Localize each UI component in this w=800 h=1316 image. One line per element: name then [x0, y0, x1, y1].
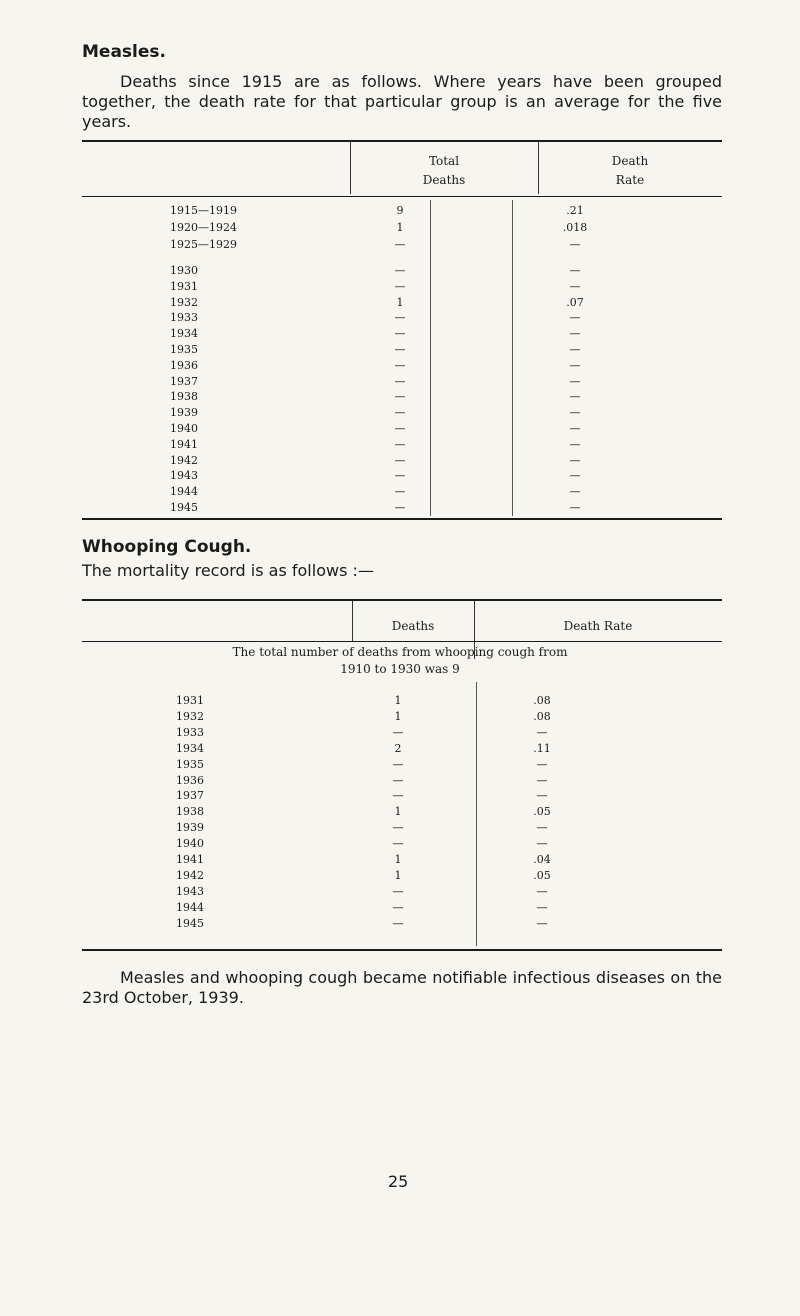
measles-year-cell: 1939 [170, 406, 198, 420]
whooping-header-deaths: Deaths [391, 619, 435, 633]
measles-rate-cell: — [569, 358, 581, 372]
measles-rate-cell: — [569, 374, 581, 388]
whooping-year-cell: 1935 [176, 757, 204, 771]
whooping-year-cell: 1934 [176, 741, 204, 755]
measles-deaths-cell: — [394, 422, 406, 435]
whooping-rate-cell: — [536, 757, 548, 771]
measles-deaths-cell: — [394, 406, 406, 420]
whooping-table-bottom-rule [82, 949, 722, 951]
measles-year-cell: 1930 [170, 264, 198, 277]
measles-deaths-cell: — [394, 358, 406, 372]
whooping-deaths-cell: — [392, 725, 404, 739]
whooping-deaths-cell: 1 [394, 853, 402, 866]
whooping-note-line-2: 1910 to 1930 was 9 [340, 662, 460, 676]
whooping-deaths-cell: — [392, 789, 404, 803]
measles-year-cell: 1925—1929 [170, 238, 237, 251]
measles-year-cell: 1931 [170, 279, 198, 293]
measles-deaths-cell: — [394, 374, 406, 388]
whooping-year-cell: 1933 [176, 725, 204, 739]
measles-table-top-rule [82, 140, 722, 142]
measles-rate-cell: — [569, 343, 581, 356]
measles-deaths-cell: — [394, 469, 406, 483]
measles-rate-cell: — [569, 264, 581, 277]
measles-rate-cell: .018 [562, 221, 588, 234]
whooping-rate-cell: — [536, 789, 548, 803]
whooping-year-cell: 1943 [176, 884, 204, 898]
notifiable-note: Measles and whooping cough became notifiable infectious diseases on the 23rd October, 1939. [82, 968, 722, 1007]
whooping-note-line-1: The total number of deaths from whooping cough from [232, 645, 568, 659]
measles-table-bottom-rule [82, 518, 722, 520]
measles-intro: Deaths since 1915 are as follows. Where years have been grouped together, the death rate for that particular group is an average for the five years. [82, 72, 722, 131]
measles-body-divider-2 [512, 200, 513, 516]
measles-year-cell: 1932 [170, 295, 198, 309]
whooping-header-death-rate: Death Rate [563, 619, 633, 633]
whooping-rate-cell: .11 [533, 741, 551, 755]
measles-rate-cell: — [569, 238, 581, 251]
measles-year-cell: 1945 [170, 501, 198, 514]
whooping-rate-cell: — [536, 837, 548, 851]
measles-year-cell: 1944 [170, 485, 198, 499]
measles-rate-cell: — [569, 437, 581, 451]
measles-year-cell: 1938 [170, 390, 198, 404]
whooping-rate-cell: .05 [533, 805, 551, 819]
whooping-year-cell: 1944 [176, 900, 204, 914]
whooping-year-cell: 1932 [176, 709, 204, 723]
measles-header-death-rate: Death Rate [611, 154, 649, 187]
measles-deaths-cell: 1 [396, 295, 404, 309]
measles-rate-cell: — [569, 406, 581, 420]
measles-rate-cell: — [569, 279, 581, 293]
whooping-year-cell: 1942 [176, 868, 204, 882]
whooping-rate-cell: — [536, 725, 548, 739]
whooping-intro: The mortality record is as follows :— [82, 561, 374, 580]
whooping-year-cell: 1945 [176, 916, 204, 930]
measles-deaths-cell: — [394, 343, 406, 356]
page-number: 25 [388, 1172, 409, 1191]
whooping-deaths-cell: — [392, 773, 404, 787]
measles-deaths-cell: — [394, 485, 406, 499]
whooping-year-cell: 1937 [176, 789, 204, 803]
measles-year-cell: 1943 [170, 469, 198, 483]
whooping-rate-cell: .08 [533, 694, 551, 707]
measles-deaths-cell: — [394, 279, 406, 293]
whooping-deaths-cell: 1 [394, 868, 402, 882]
measles-rate-cell: .21 [566, 204, 584, 217]
measles-rate-cell: — [569, 311, 581, 325]
whooping-year-cell: 1939 [176, 821, 204, 835]
measles-header-bottom-rule [82, 196, 722, 197]
measles-deaths-cell: — [394, 327, 406, 341]
measles-rate-cell: — [569, 327, 581, 341]
measles-title: Measles. [82, 42, 166, 62]
measles-year-cell: 1936 [170, 358, 198, 372]
measles-rate-cell: — [569, 422, 581, 435]
measles-rate-cell: — [569, 501, 581, 514]
whooping-year-cell: 1940 [176, 837, 204, 851]
whooping-year-cell: 1931 [176, 694, 204, 707]
whooping-year-cell: 1936 [176, 773, 204, 787]
whooping-deaths-cell: — [392, 757, 404, 771]
measles-deaths-cell: — [394, 501, 406, 514]
measles-year-cell: 1915—1919 [170, 204, 237, 217]
measles-year-cell: 1942 [170, 453, 198, 467]
whooping-body-divider [476, 682, 477, 946]
measles-rate-cell: — [569, 485, 581, 499]
whooping-rate-cell: .05 [533, 868, 551, 882]
whooping-year-cell: 1941 [176, 853, 204, 866]
measles-year-cell: 1937 [170, 374, 198, 388]
whooping-year-cell: 1938 [176, 805, 204, 819]
whooping-deaths-cell: — [392, 884, 404, 898]
measles-year-cell: 1940 [170, 422, 198, 435]
measles-rate-cell: — [569, 469, 581, 483]
measles-rate-cell: — [569, 453, 581, 467]
measles-year-cell: 1941 [170, 437, 198, 451]
whooping-rate-cell: — [536, 884, 548, 898]
measles-year-cell: 1933 [170, 311, 198, 325]
measles-deaths-cell: — [394, 264, 406, 277]
whooping-table-top-rule [82, 599, 722, 601]
whooping-header-bottom-rule [82, 641, 722, 642]
measles-year-cell: 1935 [170, 343, 198, 356]
whooping-rate-cell: — [536, 821, 548, 835]
whooping-deaths-cell: 1 [394, 709, 402, 723]
whooping-title: Whooping Cough. [82, 537, 252, 557]
measles-deaths-cell: — [394, 311, 406, 325]
whooping-rate-cell: — [536, 900, 548, 914]
whooping-deaths-cell: — [392, 821, 404, 835]
whooping-deaths-cell: — [392, 837, 404, 851]
measles-year-cell: 1920—1924 [170, 221, 237, 234]
whooping-rate-cell: .04 [533, 853, 551, 866]
measles-deaths-cell: — [394, 238, 406, 251]
whooping-deaths-cell: 2 [394, 741, 402, 755]
measles-deaths-cell: 1 [396, 221, 404, 234]
measles-year-cell: 1934 [170, 327, 198, 341]
measles-deaths-cell: 9 [396, 204, 404, 217]
measles-rate-cell: — [569, 390, 581, 404]
whooping-deaths-cell: — [392, 900, 404, 914]
whooping-rate-cell: — [536, 916, 548, 930]
whooping-deaths-cell: — [392, 916, 404, 930]
whooping-rate-cell: — [536, 773, 548, 787]
measles-rate-cell: .07 [566, 295, 584, 309]
measles-header-total-deaths: Total Deaths [422, 154, 466, 187]
whooping-deaths-cell: 1 [394, 805, 402, 819]
measles-deaths-cell: — [394, 453, 406, 467]
whooping-rate-cell: .08 [533, 709, 551, 723]
measles-deaths-cell: — [394, 390, 406, 404]
measles-deaths-cell: — [394, 437, 406, 451]
whooping-deaths-cell: 1 [394, 694, 402, 707]
